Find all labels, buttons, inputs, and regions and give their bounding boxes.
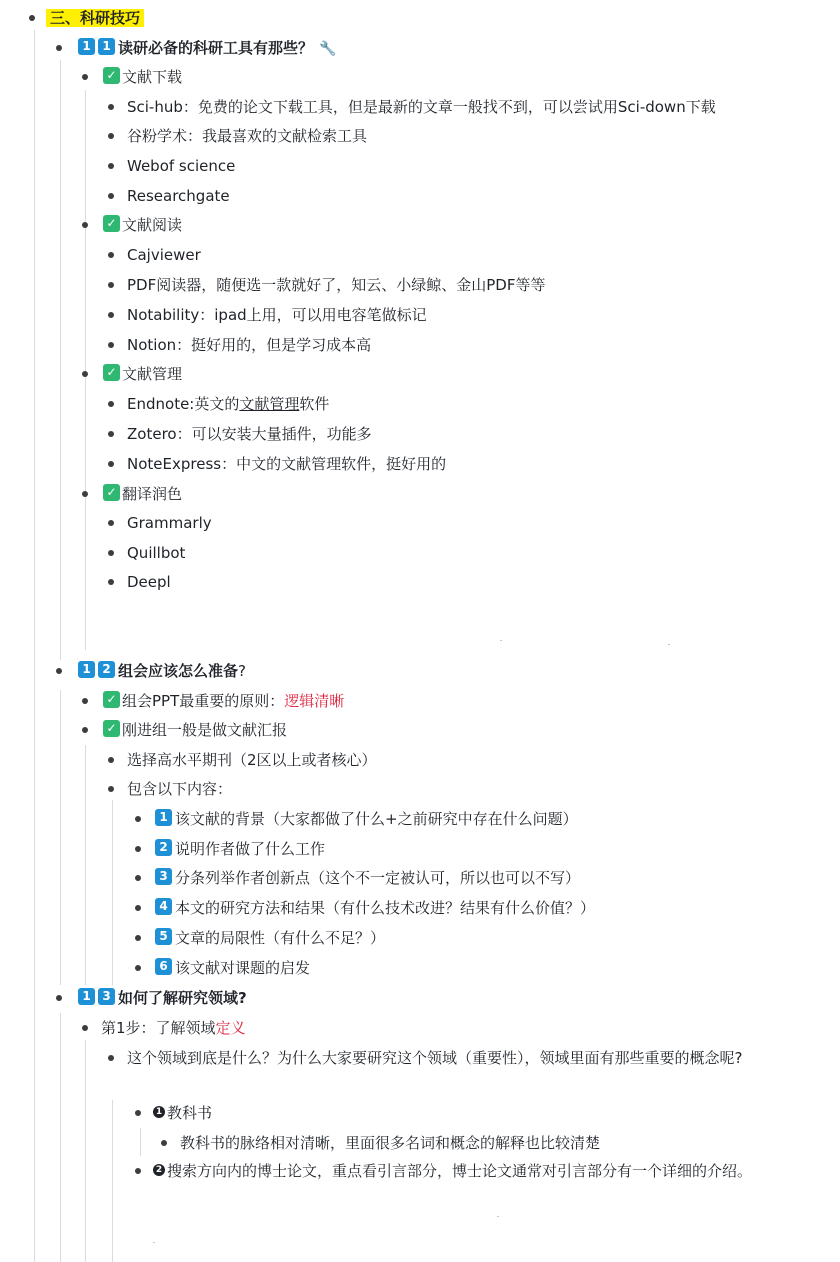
guide-line [85,90,86,650]
bullet [82,698,88,704]
checkmark-icon: ✓ [103,484,120,501]
list-item: Sci-hub：免费的论文下载工具，但是最新的文章一般找不到，可以尝试用Sci-down下载 [127,98,716,116]
speck [668,644,670,645]
guide-line [85,745,86,985]
highlighted-text: 逻辑清晰 [284,692,345,710]
bullet [82,1025,88,1031]
bullet [135,875,141,881]
speck [500,640,502,641]
bullet [108,757,114,763]
list-item: Zotero：可以安装大量插件，功能多 [127,425,372,443]
list-item: Researchgate [127,187,230,205]
bullet [108,431,114,437]
part2-heading [78,659,246,683]
list-item: Grammarly [127,514,212,532]
number-circle: 1 [153,1106,165,1118]
list-item-text: Endnote:英文的 [127,395,240,413]
bullet [135,935,141,941]
group-label [103,482,182,506]
point-text: 说明作者做了什么工作 [175,840,326,858]
group-label-text: 文献下载 [122,68,183,86]
bullet [108,133,114,139]
number-badge: 6 [155,958,172,975]
bullet [56,45,62,51]
wrench-icon: 🔧 [319,41,337,57]
list-item: NoteExpress：中文的文献管理软件，挺好用的 [127,455,447,473]
source-item [153,1101,212,1125]
point-text: 分条列举作者创新点（这个不一定被认可，所以也可以不写） [175,869,581,887]
bullet [108,104,114,110]
number-badge: 1 [98,38,115,55]
checkmark-icon: ✓ [103,691,120,708]
bullet [161,1140,167,1146]
list-item: Notability：ipad上用，可以用电容笔做标记 [127,306,427,324]
checkmark-icon: ✓ [103,720,120,737]
number-badge: 2 [155,839,172,856]
list-item [103,689,344,713]
number-badge: 2 [98,661,115,678]
list-item: 谷粉学术：我最喜欢的文献检索工具 [127,127,368,145]
step-item [101,1016,246,1040]
list-item-text: 软件 [299,395,330,413]
point-text: 该文献的背景（大家都做了什么+之前研究中存在什么问题） [175,810,578,828]
highlighted-text: 定义 [215,1019,246,1037]
number-badge: 4 [155,898,172,915]
group-label-text: 翻译润色 [122,485,183,503]
checkmark-icon: ✓ [103,67,120,84]
bullet [108,461,114,467]
number-badge: 3 [155,868,172,885]
bullet [108,520,114,526]
number-badge: 3 [98,988,115,1005]
list-item: Notion：挺好用的，但是学习成本高 [127,336,372,354]
list-item-text: 刚进组一般是做文献汇报 [122,721,288,739]
point-text: 本文的研究方法和结果（有什么技术改进？结果有什么价值？） [175,899,596,917]
bullet [82,222,88,228]
step-text: 第1步：了解领域 [101,1019,216,1037]
list-item: Cajviewer [127,246,201,264]
number-badge: 5 [155,928,172,945]
bullet [135,1110,141,1116]
point-text: 该文献对课题的启发 [175,959,311,977]
part2-title: 组会应该怎么准备 [118,662,239,680]
bullet [108,401,114,407]
bullet [135,1168,141,1174]
list-item: 包含以下内容： [127,780,233,798]
question-text: 这个领域到底是什么？为什么大家要研究这个领域（重要性），领域里面有那些重要的概念呢? [127,1049,743,1067]
guide-line [60,690,61,985]
source-text: 教科书 [167,1104,213,1122]
bullet [135,905,141,911]
bullet [56,668,62,674]
section-heading [46,6,144,30]
group-label [103,362,182,386]
bullet [108,282,114,288]
underlined-text: 文献管理 [239,395,300,413]
bullet [29,15,35,21]
speck [153,1242,155,1243]
bullet [135,846,141,852]
guide-line [112,800,113,985]
guide-line [60,1013,61,1262]
checkmark-icon: ✓ [103,364,120,381]
bullet [82,371,88,377]
bullet [108,312,114,318]
point-item [155,837,325,861]
point-item [155,807,578,831]
point-item [155,926,385,950]
number-badge: 1 [78,38,95,55]
bullet [82,74,88,80]
point-item [155,896,595,920]
guide-line [34,30,35,1262]
source-text: 搜索方向内的博士论文，重点看引言部分，博士论文通常对引言部分有一个详细的介绍。 [167,1162,753,1180]
section-title: 三、科研技巧 [46,9,144,27]
list-item: Deepl [127,573,171,591]
guide-line [140,1128,141,1156]
point-item [155,956,310,980]
group-label [103,213,182,237]
bullet [108,193,114,199]
list-item-text: 组会PPT最重要的原则： [122,692,285,710]
list-item: Quillbot [127,544,186,562]
part3-heading [78,986,247,1010]
bullet [135,965,141,971]
number-badge: 1 [78,988,95,1005]
checkmark-icon: ✓ [103,215,120,232]
guide-line [112,1100,113,1262]
list-item [103,718,287,742]
bullet [108,550,114,556]
bullet [108,1055,114,1061]
bullet [108,252,114,258]
point-item [155,866,580,890]
bullet [108,786,114,792]
source-note: 教科书的脉络相对清晰，里面很多名词和概念的解释也比较清楚 [180,1134,601,1152]
list-item: 选择高水平期刊（2区以上或者核心） [127,751,377,769]
guide-line [60,60,61,660]
bullet [82,491,88,497]
list-item: PDF阅读器，随便选一款就好了，知云、小绿鲸、金山PDF等等 [127,276,546,294]
part1-title: 读研必备的科研工具有那些？ [118,39,314,57]
bullet [82,727,88,733]
number-badge: 1 [78,661,95,678]
number-badge: 1 [155,809,172,826]
part2-title-suffix: ? [238,662,246,680]
bullet [108,163,114,169]
bullet [108,342,114,348]
bullet [135,816,141,822]
list-item: Webof science [127,157,236,175]
list-item [127,392,329,416]
bullet [56,995,62,1001]
group-label-text: 文献管理 [122,365,183,383]
point-text: 文章的局限性（有什么不足？） [175,929,386,947]
speck [497,1216,499,1217]
bullet [108,579,114,585]
group-label [103,65,182,89]
part1-heading [78,36,336,60]
group-label-text: 文献阅读 [122,216,183,234]
source-item [153,1159,773,1184]
part3-title: 如何了解研究领域? [118,989,247,1007]
number-circle: 2 [153,1164,165,1176]
guide-line [85,1040,86,1262]
